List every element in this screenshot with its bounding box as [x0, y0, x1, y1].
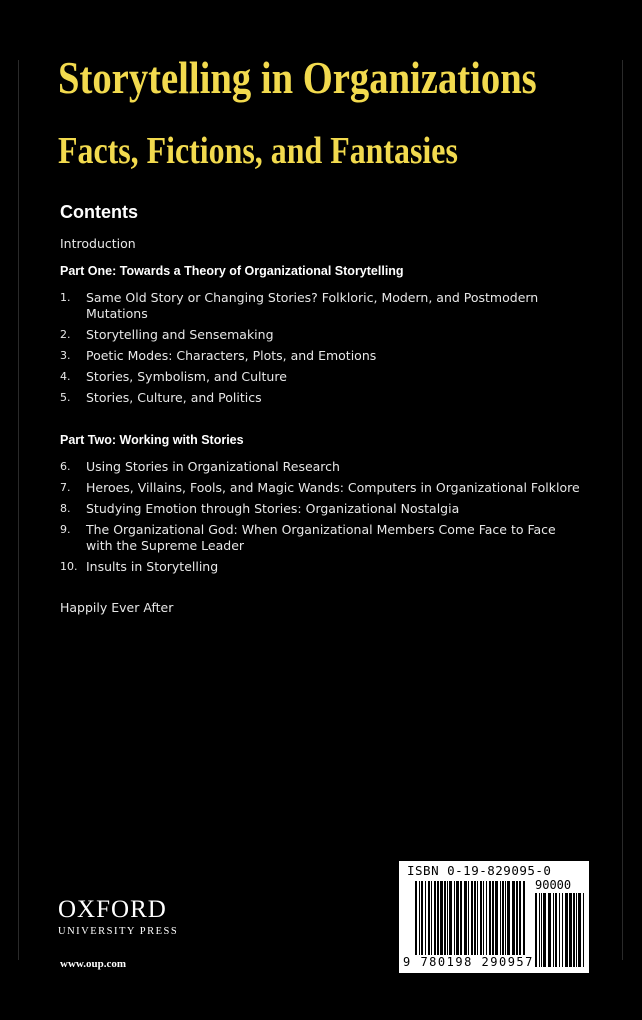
barcode-bar: [474, 881, 476, 955]
barcode-bar: [486, 881, 487, 955]
barcode-bar: [492, 881, 494, 955]
chapter-title: Insults in Storytelling: [86, 559, 219, 574]
barcode-bar: [415, 881, 417, 955]
barcode-bar: [583, 893, 584, 967]
barcode-bar: [569, 893, 572, 967]
chapter-item: [60, 348, 580, 364]
barcode-bar: [460, 881, 462, 955]
contents-heading: Contents: [60, 202, 138, 222]
barcode-bar: [428, 881, 430, 955]
chapter-number: 4.: [60, 370, 71, 383]
barcode-bar: [495, 881, 498, 955]
barcode-bar: [480, 881, 482, 955]
barcode-bar: [548, 893, 551, 967]
barcode-bar: [477, 881, 478, 955]
part-one-heading: Part One: Towards a Theory of Organizational Storytelling: [60, 264, 404, 278]
barcode-bar: [573, 893, 575, 967]
barcode-bar: [483, 881, 484, 955]
chapter-title: Using Stories in Organizational Research: [86, 459, 340, 474]
barcode-bar: [447, 881, 448, 955]
barcode-bar: [553, 893, 554, 967]
publisher-subtitle: UNIVERSITY PRESS: [58, 926, 179, 937]
barcode-bar: [419, 881, 420, 955]
chapter-item: [60, 369, 580, 385]
barcode-bar: [421, 881, 423, 955]
barcode-bar: [539, 893, 540, 967]
chapter-item: [60, 559, 580, 575]
barcode-bar: [425, 881, 426, 955]
barcode-bar: [489, 881, 491, 955]
chapter-item: [60, 522, 580, 554]
chapter-title: Storytelling and Sensemaking: [86, 327, 274, 342]
chapter-number: 3.: [60, 349, 71, 362]
barcode-bar: [502, 881, 504, 955]
barcode-bar: [555, 893, 557, 967]
barcode-bar: [519, 881, 521, 955]
chapter-item: [60, 327, 580, 343]
barcode-bar: [523, 881, 525, 955]
addon-barcode-bars: [535, 893, 584, 967]
chapter-item: [60, 290, 580, 322]
barcode-bar: [500, 881, 501, 955]
book-title: Storytelling in Organizations: [58, 52, 537, 103]
barcode-bar: [512, 881, 515, 955]
left-edge-line: [18, 60, 19, 960]
barcode-bar: [444, 881, 446, 955]
closing-entry: Happily Ever After: [60, 600, 174, 615]
introduction-entry: Introduction: [60, 236, 136, 251]
barcode-bar: [440, 881, 443, 955]
chapter-title: Studying Emotion through Stories: Organizational Nostalgia: [86, 501, 460, 516]
barcode-bar: [505, 881, 506, 955]
chapter-title: Stories, Culture, and Politics: [86, 390, 262, 405]
publisher-name: OXFORD: [58, 896, 167, 923]
barcode-bar: [535, 893, 537, 967]
chapter-title: Same Old Story or Changing Stories? Folkloric, Modern, and Postmodern Mutations: [86, 290, 539, 321]
chapter-title: Poetic Modes: Characters, Plots, and Emotions: [86, 348, 377, 363]
barcode-bar: [565, 893, 568, 967]
part-two-chapter-list: [60, 459, 580, 580]
barcode-bar: [431, 881, 432, 955]
chapter-item: [60, 480, 580, 496]
part-two-heading: Part Two: Working with Stories: [60, 433, 244, 447]
chapter-number: 10.: [60, 560, 78, 573]
chapter-title: Heroes, Villains, Fools, and Magic Wands: Computers in Organizational Folklore: [86, 480, 580, 495]
barcode-bar: [468, 881, 469, 955]
isbn-number: ISBN 0-19-829095-0: [407, 863, 552, 878]
barcode-bar: [454, 881, 455, 955]
barcode-bar: [437, 881, 439, 955]
barcode-bar: [562, 893, 563, 967]
chapter-item: [60, 459, 580, 475]
chapter-number: 7.: [60, 481, 71, 494]
chapter-number: 2.: [60, 328, 71, 341]
barcode-bar: [559, 893, 560, 967]
publisher-website: www.oup.com: [60, 958, 127, 970]
barcode-bar: [507, 881, 510, 955]
barcode-bar: [449, 881, 452, 955]
chapter-number: 5.: [60, 391, 71, 404]
isbn-barcode: [399, 861, 589, 973]
chapter-item: [60, 501, 580, 517]
barcode-bar: [543, 893, 546, 967]
barcode-bar: [456, 881, 459, 955]
barcode-bar: [516, 881, 518, 955]
chapter-item: [60, 390, 580, 406]
chapter-number: 6.: [60, 460, 71, 473]
book-subtitle: Facts, Fictions, and Fantasies: [58, 130, 458, 172]
chapter-number: 9.: [60, 523, 71, 536]
chapter-title: Stories, Symbolism, and Culture: [86, 369, 287, 384]
ean-digits: 9 780198 290957: [403, 955, 534, 969]
part-one-chapter-list: [60, 290, 580, 411]
publisher-logo: [58, 896, 198, 937]
right-edge-line: [622, 60, 623, 960]
main-barcode-bars: [415, 881, 525, 955]
price-code: 90000: [535, 878, 572, 892]
barcode-bar: [578, 893, 581, 967]
barcode-bar: [576, 893, 577, 967]
barcode-bar: [464, 881, 467, 955]
barcode-bar: [541, 893, 542, 967]
chapter-number: 1.: [60, 291, 71, 304]
chapter-title: The Organizational God: When Organizational Members Come Face to Face with the Supreme Leader: [86, 522, 556, 553]
chapter-number: 8.: [60, 502, 71, 515]
barcode-bar: [434, 881, 436, 955]
barcode-bar: [471, 881, 473, 955]
